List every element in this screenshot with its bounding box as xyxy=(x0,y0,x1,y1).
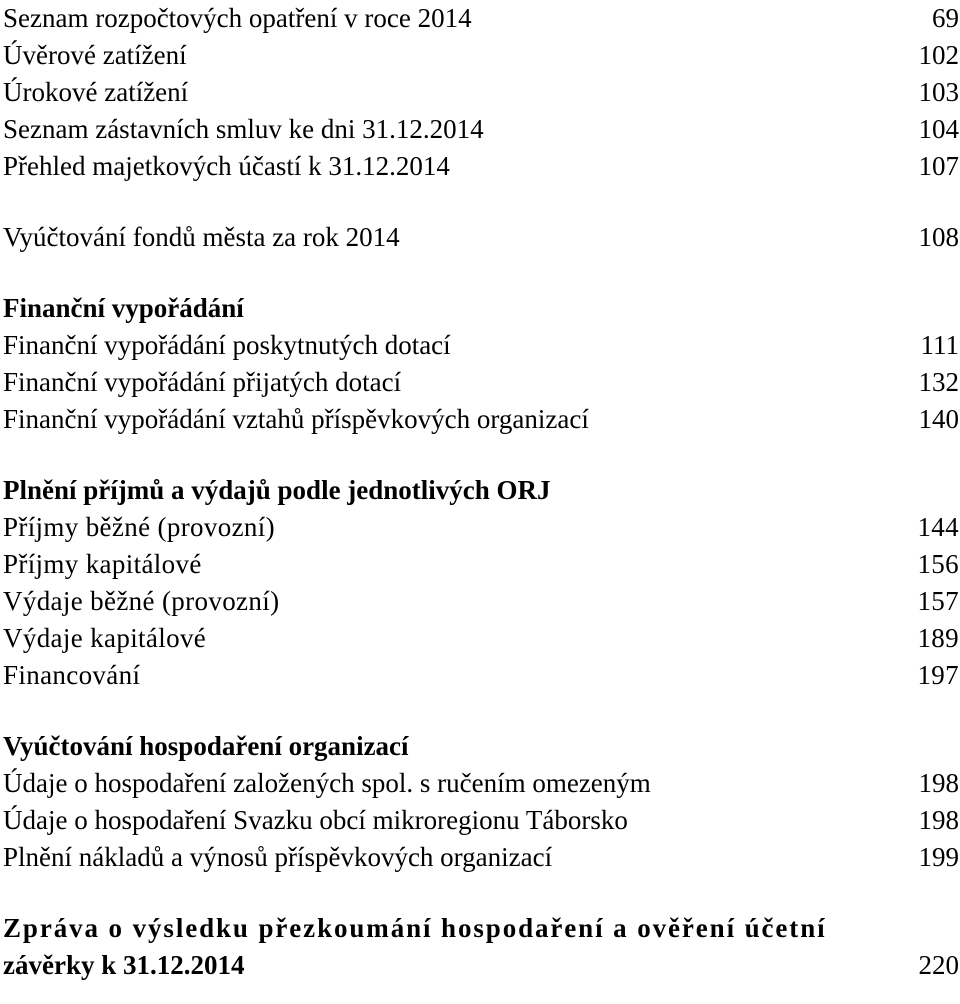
section-spacer xyxy=(3,438,959,472)
toc-entry-label: Finanční vypořádání poskytnutých dotací xyxy=(3,330,451,360)
toc-entry xyxy=(3,657,959,694)
toc-entry-page: 156 xyxy=(917,549,959,579)
toc-entry-page: 189 xyxy=(917,623,959,653)
toc-entry-zprava xyxy=(3,947,959,984)
toc-entry xyxy=(3,839,959,876)
toc-entry-label: Příjmy běžné (provozní) xyxy=(3,512,275,542)
toc-entry-label: Úvěrové zatížení xyxy=(3,40,187,70)
toc-entry-page: 132 xyxy=(918,367,959,397)
toc-entry xyxy=(3,37,959,74)
toc-entry-label: Finanční vypořádání přijatých dotací xyxy=(3,367,402,397)
section-spacer xyxy=(3,256,959,290)
toc-entry xyxy=(3,509,959,546)
toc-entry-page: 140 xyxy=(918,404,959,434)
toc-entry-label: Seznam zástavních smluv ke dni 31.12.2014 xyxy=(3,114,484,144)
toc-entry xyxy=(3,802,959,839)
section-heading-zprava: Zpráva o výsledku přezkoumání hospodaření a ověření účetní xyxy=(3,913,827,943)
toc-entry-label: Výdaje běžné (provozní) xyxy=(3,586,280,616)
toc-entry xyxy=(3,74,959,111)
toc-entry-page: 107 xyxy=(918,151,959,181)
toc-entry-page: 198 xyxy=(918,805,959,835)
toc-entry-label: Finanční vypořádání vztahů příspěvkových organizací xyxy=(3,404,589,434)
toc-entry-label: Úrokové zatížení xyxy=(3,77,189,107)
toc-entry xyxy=(3,327,959,364)
toc-entry-page: 104 xyxy=(918,114,959,144)
toc-entry-label: Údaje o hospodaření založených spol. s ručením omezeným xyxy=(3,768,651,798)
toc-entry-page: 220 xyxy=(918,950,959,980)
section-heading-vyuctovani: Vyúčtování hospodaření organizací xyxy=(3,731,409,761)
section-spacer xyxy=(3,185,959,219)
toc-entry-label: Přehled majetkových účastí k 31.12.2014 xyxy=(3,151,450,181)
section-heading-financni: Finanční vypořádání xyxy=(3,293,244,323)
toc-entry-label: Příjmy kapitálové xyxy=(3,549,202,579)
toc-entry-page: 103 xyxy=(918,77,959,107)
toc-entry xyxy=(3,364,959,401)
toc-entry-label: Vyúčtování fondů města za rok 2014 xyxy=(3,222,400,252)
toc-entry xyxy=(3,0,959,37)
section-spacer xyxy=(3,876,959,910)
toc-entry xyxy=(3,620,959,657)
toc-entry-page: 102 xyxy=(918,40,959,70)
toc-entry-page: 197 xyxy=(917,660,959,690)
toc-entry-page: 198 xyxy=(918,768,959,798)
toc-entry-label: Financování xyxy=(3,660,141,690)
toc-entry-funds xyxy=(3,219,959,256)
toc-entry-page: 144 xyxy=(917,512,959,542)
toc-entry xyxy=(3,148,959,185)
toc-entry xyxy=(3,765,959,802)
toc-entry-page: 69 xyxy=(932,3,959,33)
toc-entry xyxy=(3,583,959,620)
toc-entry-label: Plnění nákladů a výnosů příspěvkových organizací xyxy=(3,842,553,872)
toc-entry-page: 157 xyxy=(917,586,959,616)
toc-entry-label: Údaje o hospodaření Svazku obcí mikroregionu Táborsko xyxy=(3,805,628,835)
table-of-contents xyxy=(3,0,959,984)
toc-entry xyxy=(3,546,959,583)
toc-entry-page: 199 xyxy=(918,842,959,872)
toc-entry-page: 111 xyxy=(920,330,959,360)
toc-entry xyxy=(3,401,959,438)
toc-entry-label: Výdaje kapitálové xyxy=(3,623,207,653)
toc-entry-page: 108 xyxy=(918,222,959,252)
toc-entry xyxy=(3,111,959,148)
section-spacer xyxy=(3,694,959,728)
section-heading-plneni: Plnění příjmů a výdajů podle jednotlivých ORJ xyxy=(3,475,551,505)
toc-entry-label: závěrky k 31.12.2014 xyxy=(3,950,245,980)
toc-entry-label: Seznam rozpočtových opatření v roce 2014 xyxy=(3,3,472,33)
